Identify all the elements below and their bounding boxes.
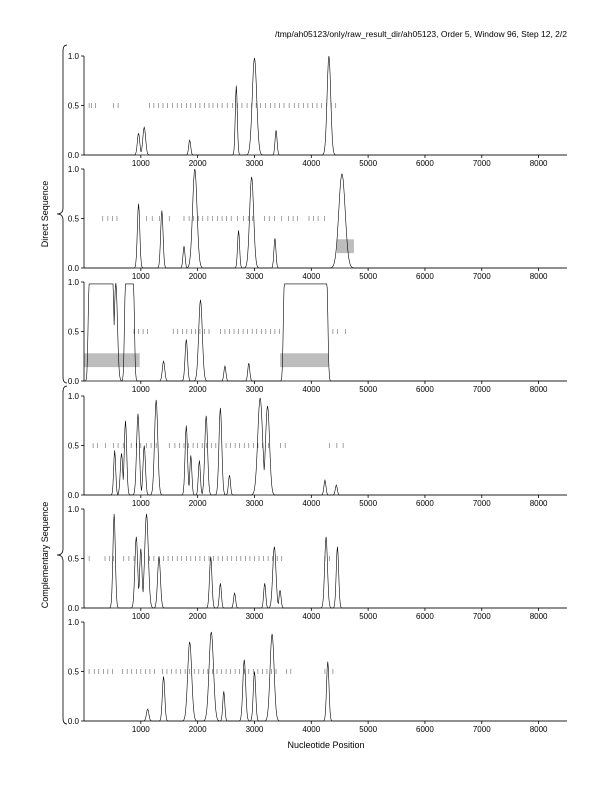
shaded-region — [84, 353, 140, 367]
x-tick-label: 5000 — [359, 612, 378, 621]
y-tick-label: 1.0 — [67, 165, 79, 174]
signal-line — [84, 56, 567, 155]
y-tick-label: 0.0 — [67, 151, 79, 160]
x-tick-label: 6000 — [416, 385, 434, 394]
x-tick-label: 6000 — [416, 159, 434, 168]
x-tick-label: 6000 — [416, 612, 434, 621]
x-tick-label: 1000 — [131, 385, 150, 394]
x-tick-label: 7000 — [472, 725, 491, 734]
x-tick-label: 2000 — [188, 385, 207, 394]
panel-1 — [68, 52, 567, 168]
signal-line — [84, 169, 567, 268]
x-tick-label: 2000 — [188, 612, 207, 621]
y-tick-label: 0.5 — [67, 214, 79, 224]
x-tick-label: 1000 — [131, 159, 150, 168]
brace-complementary — [57, 386, 67, 724]
x-tick-label: 4000 — [302, 159, 321, 168]
x-tick-label: 5000 — [359, 725, 378, 734]
x-tick-label: 3000 — [245, 499, 264, 508]
y-tick-label: 0.5 — [67, 667, 79, 677]
x-tick-label: 1000 — [131, 272, 150, 281]
x-tick-label: 7000 — [472, 385, 491, 394]
panel-3 — [68, 278, 567, 394]
x-tick-label: 7000 — [472, 272, 491, 281]
x-tick-label: 8000 — [529, 159, 548, 168]
y-tick-label: 1.0 — [67, 392, 79, 401]
x-tick-label: 6000 — [416, 725, 434, 734]
signal-line — [84, 514, 567, 608]
x-tick-label: 2000 — [188, 725, 207, 734]
brace-direct — [57, 45, 67, 383]
y-tick-label: 0.5 — [67, 101, 79, 111]
x-tick-label: 4000 — [302, 612, 321, 621]
y-tick-label: 0.0 — [67, 264, 79, 273]
y-tick-label: 0.0 — [67, 491, 79, 500]
x-tick-label: 5000 — [359, 159, 378, 168]
group-label-direct: Direct Sequence — [40, 180, 50, 248]
x-tick-label: 8000 — [529, 612, 548, 621]
y-tick-label: 0.0 — [67, 377, 79, 386]
x-tick-label: 4000 — [302, 725, 321, 734]
panels-group — [68, 52, 567, 734]
x-tick-label: 8000 — [529, 385, 548, 394]
y-tick-label: 1.0 — [67, 618, 79, 627]
y-tick-label: 1.0 — [67, 278, 79, 287]
x-tick-label: 5000 — [359, 385, 378, 394]
x-tick-label: 7000 — [472, 612, 491, 621]
x-tick-label: 5000 — [359, 272, 378, 281]
y-tick-label: 0.5 — [67, 327, 79, 337]
group-label-complementary: Complementary Sequence — [40, 501, 50, 609]
y-tick-label: 0.5 — [67, 441, 79, 451]
x-tick-label: 4000 — [302, 272, 321, 281]
x-tick-label: 4000 — [302, 499, 321, 508]
signal-line — [84, 632, 567, 721]
x-tick-label: 1000 — [131, 725, 150, 734]
x-tick-label: 3000 — [245, 272, 264, 281]
panel-5 — [68, 505, 567, 621]
x-tick-label: 2000 — [188, 499, 207, 508]
y-tick-label: 0.0 — [67, 604, 79, 613]
panel-2 — [68, 165, 567, 281]
y-tick-label: 1.0 — [67, 52, 79, 61]
x-tick-label: 7000 — [472, 499, 491, 508]
x-tick-label: 4000 — [302, 385, 321, 394]
shaded-region — [337, 239, 354, 253]
x-tick-label: 3000 — [245, 159, 264, 168]
group-braces — [57, 45, 67, 724]
y-tick-label: 0.0 — [67, 717, 79, 726]
x-axis-label: Nucleotide Position — [287, 740, 365, 750]
panel-6 — [68, 618, 567, 734]
x-tick-label: 2000 — [188, 272, 207, 281]
x-tick-label: 1000 — [131, 612, 150, 621]
x-tick-label: 6000 — [416, 272, 434, 281]
header-text: /tmp/ah05123/only/raw_result_dir/ah05123, Order 5, Window 96, Step 12, 2/2 — [274, 29, 567, 39]
x-tick-label: 3000 — [245, 385, 264, 394]
x-tick-label: 5000 — [359, 499, 378, 508]
x-tick-label: 3000 — [245, 725, 264, 734]
shaded-region — [280, 353, 328, 367]
x-tick-label: 6000 — [416, 499, 434, 508]
x-tick-label: 8000 — [529, 499, 548, 508]
y-tick-label: 0.5 — [67, 554, 79, 564]
panel-4 — [68, 392, 567, 508]
x-tick-label: 7000 — [472, 159, 491, 168]
x-tick-label: 8000 — [529, 272, 548, 281]
x-tick-label: 3000 — [245, 612, 264, 621]
x-tick-label: 1000 — [131, 499, 150, 508]
y-tick-label: 1.0 — [67, 505, 79, 514]
x-tick-label: 2000 — [188, 159, 207, 168]
x-tick-label: 8000 — [529, 725, 548, 734]
